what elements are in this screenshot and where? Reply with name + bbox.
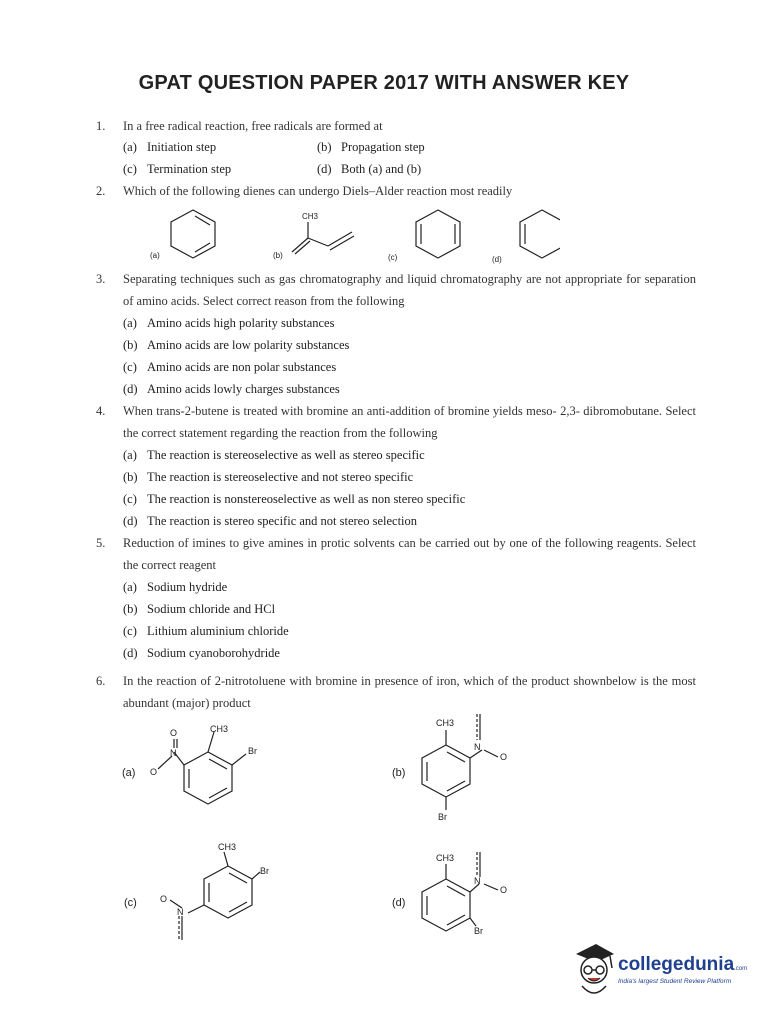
logo-suffix: .com (734, 966, 748, 972)
structure-label-a: (a) (150, 251, 160, 260)
option-1c: (c) Termination step (123, 162, 232, 176)
bromine-label: Br (438, 812, 447, 822)
question-text: In a free radical reaction, free radicals are formed at (123, 119, 383, 133)
nitrotoluene-product-structures (110, 712, 550, 952)
option-5c: (c) Lithium aluminium chloride (123, 624, 289, 638)
structure-label-a: (a) (122, 767, 136, 779)
logo-wordmark: collegedunia (618, 954, 735, 975)
bromine-label: Br (474, 926, 483, 936)
structure-label-b: (b) (273, 251, 283, 260)
question-4 (96, 400, 696, 444)
diene-structures (140, 204, 560, 268)
nitrogen-label: N (170, 748, 177, 758)
bromine-label: Br (260, 866, 269, 876)
option-5d: (d) Sodium cyanoborohydride (123, 646, 280, 660)
question-5 (96, 532, 696, 576)
collegedunia-logo[interactable] (572, 940, 752, 1000)
option-3a: (a) Amino acids high polarity substances (123, 316, 335, 330)
methyl-label: CH3 (302, 212, 319, 221)
question-text: When trans-2-butene is treated with bromine an anti-addition of bromine yields meso- 2,3- dibromobutane. Select the correct statement regarding the reaction from the following (123, 404, 696, 440)
question-text: Reduction of imines to give amines in protic solvents can be carried out by one of the following reagents. Select the correct reagent (123, 536, 696, 572)
methyl-label: CH3 (436, 718, 455, 728)
option-4a: (a) The reaction is stereoselective as well as stereo specific (123, 448, 425, 462)
option-5a: (a) Sodium hydride (123, 580, 228, 594)
nitrogen-label: N (474, 876, 481, 886)
oxygen-label: O (170, 728, 178, 738)
methyl-label: CH3 (436, 853, 455, 863)
question-number: 2. (96, 184, 106, 198)
question-number: 6. (96, 674, 106, 688)
question-2 (96, 180, 696, 202)
question-number: 4. (96, 404, 106, 418)
question-3 (96, 268, 696, 312)
option-4b: (b) The reaction is stereoselective and not stereo specific (123, 470, 414, 484)
structure-label-d: (d) (392, 897, 406, 909)
option-4d: (d) The reaction is stereo specific and not stereo selection (123, 514, 418, 528)
structure-label-c: (c) (388, 253, 398, 262)
option-1b: (b) Propagation step (317, 140, 425, 154)
structure-label-d: (d) (492, 255, 502, 264)
question-number: 1. (96, 119, 106, 133)
oxygen-label: O (150, 767, 158, 777)
logo-tagline: India's largest Student Review Platform (618, 978, 732, 985)
methyl-label: CH3 (210, 724, 229, 734)
question-text: Separating techniques such as gas chromatography and liquid chromatography are not appropriate for separation of amino acids. Select correct reason from the following (123, 272, 696, 308)
question-text: In the reaction of 2-nitrotoluene with bromine in presence of iron, which of the product shownbelow is the most abundant (major) product (123, 674, 696, 710)
option-5b: (b) Sodium chloride and HCl (123, 602, 276, 616)
option-3b: (b) Amino acids are low polarity substances (123, 338, 350, 352)
option-3c: (c) Amino acids are non polar substances (123, 360, 337, 374)
page-title: GPAT QUESTION PAPER 2017 WITH ANSWER KEY (138, 72, 630, 94)
oxygen-label: O (500, 752, 508, 762)
nitrogen-label: N (474, 742, 481, 752)
structure-label-c: (c) (124, 897, 137, 909)
methyl-label: CH3 (218, 842, 237, 852)
nitrogen-label: N (177, 907, 184, 917)
option-1d: (d) Both (a) and (b) (317, 162, 422, 176)
question-text: Which of the following dienes can undergo Diels–Alder reaction most readily (123, 184, 513, 198)
structure-label-b: (b) (392, 767, 406, 779)
option-3d: (d) Amino acids lowly charges substances (123, 382, 340, 396)
question-number: 3. (96, 272, 106, 286)
question-number: 5. (96, 536, 106, 550)
student-mascot-icon (572, 940, 616, 1000)
oxygen-label: O (500, 885, 508, 895)
question-1 (96, 115, 696, 137)
oxygen-label: O (160, 894, 168, 904)
bromine-label: Br (248, 746, 257, 756)
option-4c: (c) The reaction is nonstereoselective as well as non stereo specific (123, 492, 466, 506)
option-1a: (a) Initiation step (123, 140, 217, 154)
question-6 (96, 670, 696, 714)
